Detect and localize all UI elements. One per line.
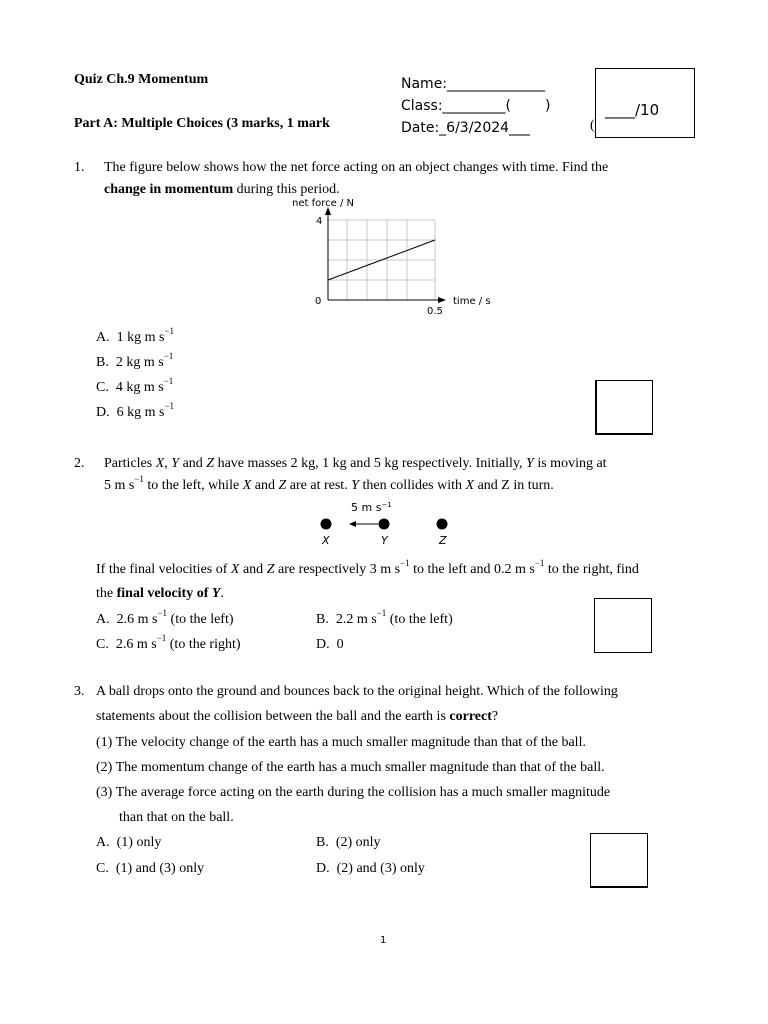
particle-y	[379, 519, 390, 530]
class-label: Class:_________(	[401, 98, 512, 114]
q3-option-a[interactable]: A. (1) only	[96, 835, 162, 850]
q2-number: 2.	[74, 456, 85, 471]
q1-bold: change in momentum	[104, 182, 234, 197]
origin-label: 0	[315, 296, 322, 307]
x-axis-label: time / s	[453, 296, 491, 307]
q2-answer-box[interactable]	[594, 598, 652, 653]
q1-option-c[interactable]: C. 4 kg m $s^{-1}$	[96, 376, 174, 395]
q2-line4: the final velocity of Y.	[96, 586, 224, 601]
part-a-heading: Part A: Multiple Choices (3 marks, 1 mark	[74, 116, 330, 131]
particle-z	[437, 519, 448, 530]
x-axis-arrow	[438, 297, 446, 303]
q3-number: 3.	[74, 684, 85, 699]
q3-statement-2: (2) The momentum change of the earth has a much smaller magnitude than that of the ball.	[96, 760, 605, 775]
q2-option-d[interactable]: D. 0	[316, 637, 344, 652]
class-field[interactable]	[401, 98, 550, 114]
quiz-title: Quiz Ch.9 Momentum	[74, 72, 209, 87]
date-field[interactable]: Date:_6/3/2024___	[401, 120, 531, 136]
q2-option-b[interactable]: B. 2.2 m $s^{-1}$ (to the left)	[316, 608, 453, 627]
q2-line3: If the final velocities of X and Z are respectively 3 m $s^{-1}$ to the left and 0.2 m $s^{-1}$ to the right, find	[96, 558, 639, 577]
q3-option-d[interactable]: D. (2) and (3) only	[316, 861, 425, 876]
q3-line1: A ball drops onto the ground and bounces back to the original height. Which of the following	[96, 684, 618, 699]
q3-option-c[interactable]: C. (1) and (3) only	[96, 861, 205, 876]
q3-statement-1: (1) The velocity change of the earth has a much smaller magnitude than that of the ball.	[96, 735, 586, 750]
y-tick-4: 4	[316, 216, 323, 227]
q1-line1: The figure below shows how the net force acting on an object changes with time. Find the	[104, 160, 609, 175]
q2-option-c[interactable]: C. 2.6 m $s^{-1}$ (to the right)	[96, 633, 241, 652]
label-z: Z	[439, 534, 447, 547]
score-text: ____/10	[605, 101, 660, 119]
q3-answer-box[interactable]	[590, 833, 648, 888]
score-box[interactable]	[595, 68, 695, 138]
q2-option-a[interactable]: A. 2.6 m $s^{-1}$ (to the left)	[96, 608, 234, 627]
q1-option-d[interactable]: D. 6 kg m $s^{-1}$	[96, 401, 175, 420]
label-y: Y	[381, 534, 388, 547]
q2-line2: 5 m $s^{-1}$ to the left, while X and Z are at rest. Y then collides with X and Z in turn.	[104, 474, 554, 493]
q1-force-time-graph	[280, 194, 520, 320]
q1-option-a[interactable]: A. 1 kg m $s^{-1}$	[96, 326, 175, 345]
q2-line1: Particles X, Y and Z have masses 2 kg, 1 kg and 5 kg respectively. Initially, Y is moving at	[104, 456, 607, 471]
label-x: X	[322, 534, 330, 547]
name-field[interactable]: Name:______________	[401, 76, 546, 92]
x-tick-0-5: 0.5	[427, 306, 443, 317]
q3-line2: statements about the collision between the ball and the earth is correct?	[96, 709, 499, 724]
q1-line2-rest: during this period.	[233, 182, 340, 197]
particle-x	[321, 519, 332, 530]
q2-particles-diagram	[310, 497, 460, 547]
page-number: 1	[380, 935, 387, 946]
q1-option-b[interactable]: B. 2 kg m $s^{-1}$	[96, 351, 174, 370]
y-axis-label: net force / N	[292, 198, 354, 209]
q1-answer-box[interactable]	[595, 380, 653, 435]
q1-number: 1.	[74, 160, 85, 175]
speed-label: 5 m $s^{-1}$	[351, 501, 392, 514]
velocity-arrow-head	[349, 521, 356, 527]
q3-option-b[interactable]: B. (2) only	[316, 835, 381, 850]
q3-statement-3a: (3) The average force acting on the earth during the collision has a much smaller magnitude	[96, 785, 611, 800]
q3-statement-3b: than that on the ball.	[119, 810, 234, 825]
cropped-glyph: (	[590, 118, 595, 133]
class-close: )	[545, 98, 551, 114]
